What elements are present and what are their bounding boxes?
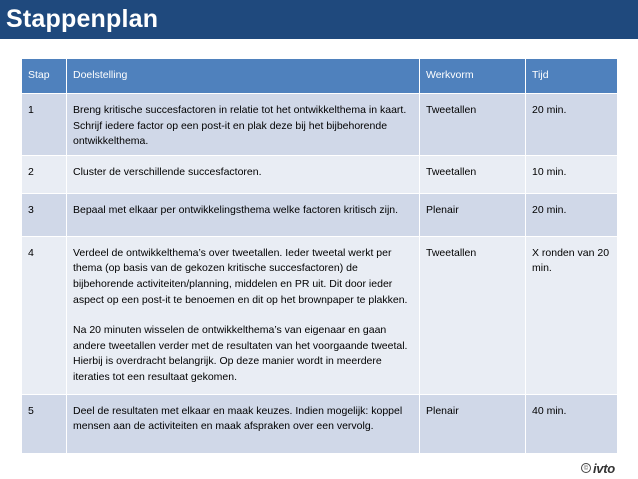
cell-tijd: 10 min. xyxy=(526,155,618,193)
doelstelling-text: Deel de resultaten met elkaar en maak keuzes. Indien mogelijk: koppel mensen aan de activiteiten en maak afspraken over een vervolg. xyxy=(73,404,403,433)
cell-werkvorm: Tweetallen xyxy=(420,155,526,193)
cell-doelstelling xyxy=(67,394,420,453)
cell-stap: 1 xyxy=(22,94,67,156)
column-header-werkvorm: Werkvorm xyxy=(420,59,526,94)
column-header-stap: Stap xyxy=(22,59,67,94)
cell-tijd: 40 min. xyxy=(526,394,618,453)
cell-werkvorm: Tweetallen xyxy=(420,94,526,156)
cell-doelstelling xyxy=(67,236,420,394)
doelstelling-text: Verdeel de ontwikkelthema’s over tweetallen. Ieder tweetal werkt per thema (op basis van de gekozen kritische succesfactoren) de bijbehorende activiteiten/planning, middelen en PR uit. Dit door ieder aspect op een post-it te benoemen en dit op het brownpaper te plakken. xyxy=(73,246,408,306)
table-row xyxy=(22,236,618,394)
cell-tijd: 20 min. xyxy=(526,193,618,236)
title-bar xyxy=(0,0,638,39)
doelstelling-text: Bepaal met elkaar per ontwikkelingsthema welke factoren kritisch zijn. xyxy=(73,203,399,216)
table-row xyxy=(22,155,618,193)
cell-doelstelling xyxy=(67,155,420,193)
ivto-logo xyxy=(581,461,615,475)
doelstelling-text: Cluster de verschillende succesfactoren. xyxy=(73,165,262,178)
cell-werkvorm: Plenair xyxy=(420,193,526,236)
logo-text: ivto xyxy=(593,460,615,476)
cell-doelstelling xyxy=(67,193,420,236)
stappenplan-table xyxy=(21,58,618,454)
copyright-icon: © xyxy=(581,463,591,473)
cell-tijd: X ronden van 20 min. xyxy=(526,236,618,394)
table-row xyxy=(22,394,618,453)
table-header-row xyxy=(22,59,618,94)
page-title: Stappenplan xyxy=(6,5,159,33)
cell-werkvorm: Plenair xyxy=(420,394,526,453)
doelstelling-text: Breng kritische succesfactoren in relatie tot het ontwikkelthema in kaart. Schrijf iedere factor op een post-it en plak deze bij het bijbehorende ontwikkelthema. xyxy=(73,104,407,148)
cell-stap: 3 xyxy=(22,193,67,236)
column-header-doelstelling: Doelstelling xyxy=(67,59,420,94)
table-row xyxy=(22,193,618,236)
cell-stap: 4 xyxy=(22,236,67,394)
cell-doelstelling xyxy=(67,94,420,156)
cell-werkvorm: Tweetallen xyxy=(420,236,526,394)
cell-stap: 2 xyxy=(22,155,67,193)
table-row xyxy=(22,94,618,156)
column-header-tijd: Tijd xyxy=(526,59,618,94)
cell-tijd: 20 min. xyxy=(526,94,618,156)
cell-stap: 5 xyxy=(22,394,67,453)
doelstelling-text: Na 20 minuten wisselen de ontwikkelthema’s van eigenaar en gaan andere tweetallen verder met de resultaten van het voorgaande tweetal. Hierbij is overdracht belangrijk. Op deze manier wordt in meerdere iteraties tot een resultaat gekomen. xyxy=(73,324,408,383)
